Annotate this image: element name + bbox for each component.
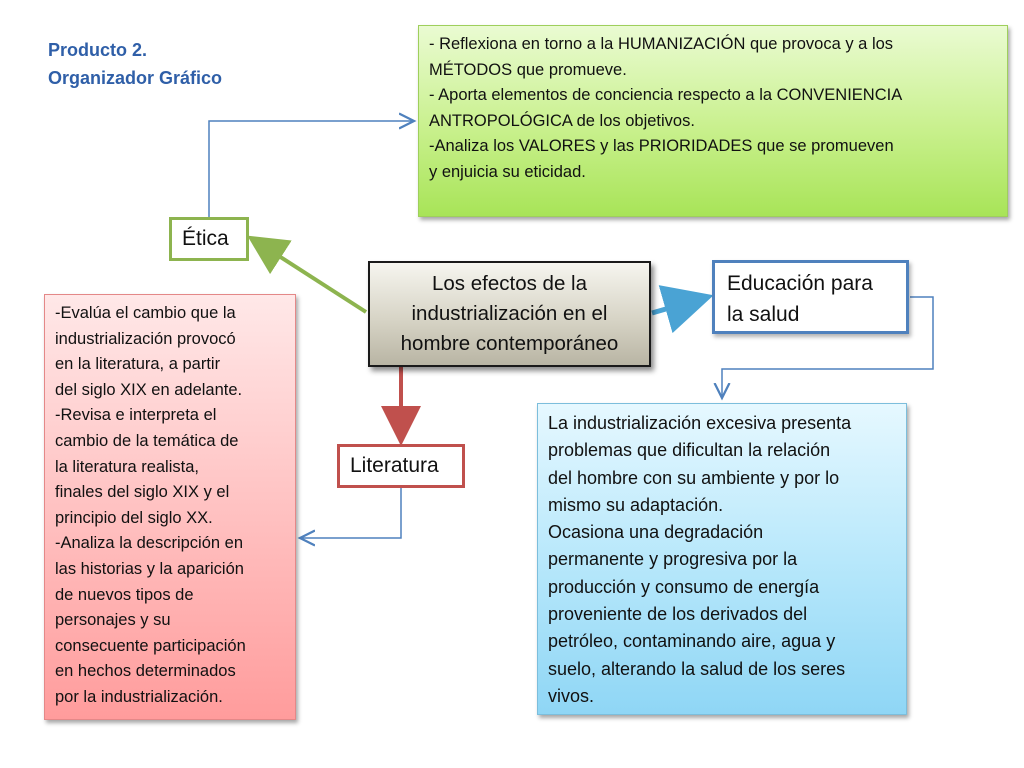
literatura-desc-line: -Revisa e interpreta el [55, 406, 217, 425]
literatura-desc-line: industrialización provocó [55, 329, 236, 348]
title-line-2: Organizador Gráfico [48, 68, 223, 88]
salud-desc-line: Ocasiona una degradación [548, 522, 764, 543]
literatura-desc-line: en hechos determinados [55, 662, 236, 681]
literatura-desc-line: cambio de la temática de [55, 431, 239, 450]
literatura-desc-line: -Evalúa el cambio que la [55, 304, 236, 322]
salud-desc-line: La industrialización excesiva presenta [548, 413, 852, 433]
literatura-desc-line: del siglo XIX en adelante. [55, 380, 243, 399]
literatura-desc-line: principio del siglo XX. [55, 508, 213, 527]
salud-desc-line: permanente y progresiva por la [548, 549, 798, 570]
salud-desc-line: del hombre con su ambiente y por lo [548, 467, 840, 488]
salud-desc-line: proveniente de los derivados del [548, 604, 808, 625]
etica-description-box [418, 25, 1008, 217]
etica-desc-line: - Reflexiona en torno a la HUMANIZACIÓN que provoca y a los [429, 35, 894, 53]
literatura-label: Literatura [350, 454, 439, 477]
salud-desc-line: mismo su adaptación. [548, 494, 724, 515]
central-topic-line: hombre contemporáneo [400, 332, 619, 355]
central-topic [368, 261, 651, 367]
literatura-desc-line: por la industrialización. [55, 687, 223, 706]
etica-desc-line: - Aporta elementos de conciencia respecto a la CONVENIENCIA [429, 86, 903, 104]
arrow-center-to-salud [652, 298, 704, 313]
salud-desc-line: producción y consumo de energía [548, 576, 820, 597]
etica-desc-line: y enjuicia su eticidad. [429, 162, 586, 181]
etica-desc-line: -Analiza los VALORES y las PRIORIDADES que se promueven [429, 137, 894, 155]
page-title [48, 36, 222, 92]
title-line-1: Producto 2. [48, 40, 148, 60]
connector-literatura-to-box [300, 488, 401, 538]
literatura-desc-line: consecuente participación [55, 636, 246, 655]
literatura-desc-line: personajes y su [55, 611, 171, 630]
salud-description-box [537, 403, 907, 715]
connector-etica-to-box [209, 121, 414, 217]
salud-desc-line: problemas que dificultan la relación [548, 440, 831, 461]
etica-label: Ética [182, 227, 229, 250]
etica-node [169, 217, 249, 261]
literatura-desc-line: en la literatura, a partir [55, 355, 221, 374]
literatura-desc-line: las historias y la aparición [55, 559, 244, 578]
literatura-desc-line: de nuevos tipos de [55, 585, 194, 604]
salud-desc-line: vivos. [548, 685, 595, 706]
central-topic-line: industrialización en el [411, 302, 608, 325]
literatura-description-box [44, 294, 296, 720]
central-topic-line: Los efectos de la [432, 272, 587, 295]
etica-desc-line: MÉTODOS que promueve. [429, 60, 627, 79]
literatura-desc-line: la literatura realista, [55, 457, 199, 476]
salud-label-line: Educación para [727, 272, 873, 295]
literatura-node [337, 444, 465, 488]
etica-desc-line: ANTROPOLÓGICA de los objetivos. [429, 111, 695, 130]
salud-label-line: la salud [727, 303, 800, 326]
salud-desc-line: petróleo, contaminando aire, agua y [548, 631, 836, 652]
literatura-desc-line: -Analiza la descripción en [55, 534, 244, 553]
salud-desc-line: suelo, alterando la salud de los seres [548, 658, 846, 679]
literatura-desc-line: finales del siglo XIX y el [55, 483, 230, 502]
salud-node [712, 260, 909, 334]
